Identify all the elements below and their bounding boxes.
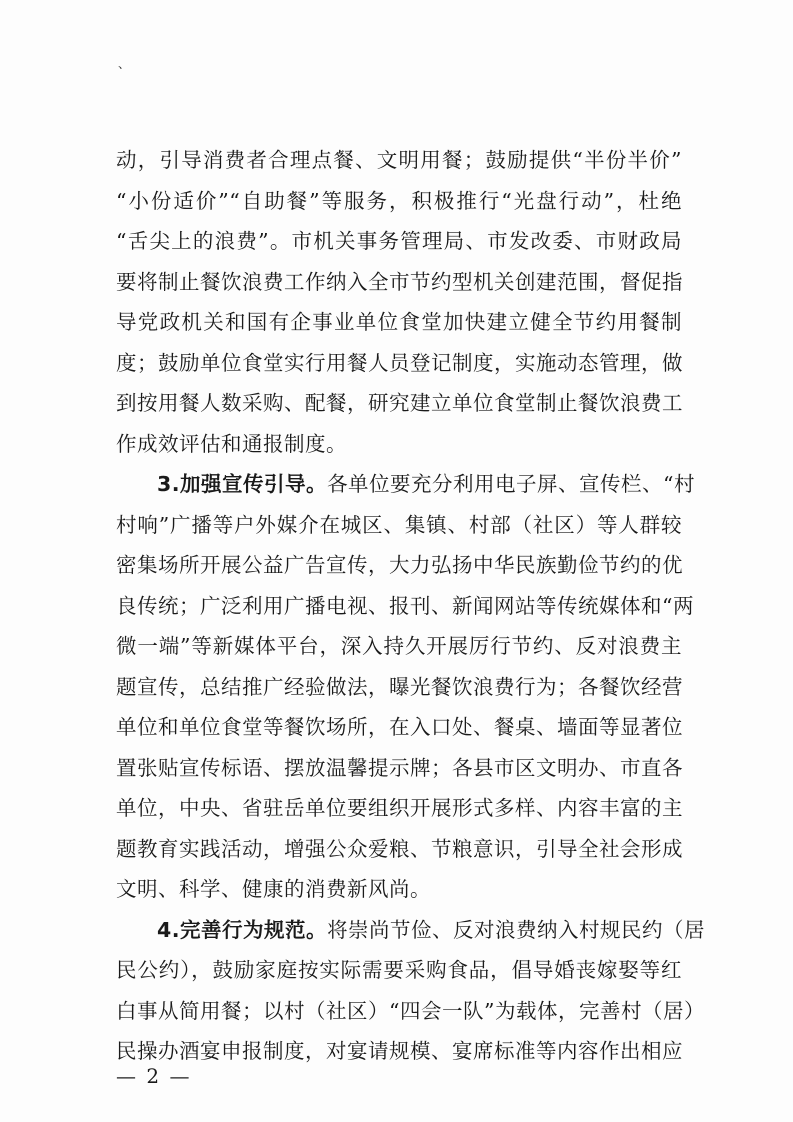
text-line: [116, 464, 696, 505]
text-line: 单位和单位食堂等餐饮场所，在入口处、餐桌、墙面等显著位: [116, 715, 683, 739]
text-line: 村响”广播等户外媒介在城区、集镇、村部（社区）等人群较: [116, 512, 682, 537]
text-line: “小份适价”“自助餐”等服务，积极推行“光盘行动”，杜绝: [116, 188, 682, 213]
text-line-content: 将崇尚节俭、反对浪费纳入村规民约（居: [327, 917, 706, 942]
section-heading: 3.加强宣传引导。: [157, 472, 328, 496]
paragraph-2: [116, 464, 696, 910]
text-line: 文明、科学、健康的消费新风尚。: [116, 877, 431, 901]
section-heading: 4.完善行为规范。: [157, 917, 328, 942]
text-line: 微一端”等新媒体平台，深入持久开展厉行节约、反对浪费主: [116, 634, 682, 658]
text-line: 良传统；广泛利用广播电视、报刊、新闻网站等传统媒体和“两: [116, 593, 694, 618]
text-line: 单位，中央、省驻岳单位要组织开展形式多样、内容丰富的主: [116, 796, 683, 820]
text-line: 题教育实践活动，增强公众爱粮、节粮意识，引导全社会形成: [116, 836, 683, 861]
body-text: [116, 140, 706, 1072]
page-number: — 2 —: [116, 1064, 192, 1088]
text-line: 动，引导消费者合理点餐、文明用餐；鼓励提供“半份半价”: [116, 148, 682, 172]
text-line: [116, 910, 706, 951]
text-line: 要将制止餐饮浪费工作纳入全市节约型机关创建范围，督促指: [116, 269, 683, 294]
text-line-content: 各单位要充分利用电子屏、宣传栏、“村: [327, 472, 696, 496]
paragraph-3: [116, 910, 706, 1072]
text-line: 民操办酒宴申报制度，对宴请规模、宴席标准等内容作出相应: [116, 1039, 683, 1063]
text-line: 导党政机关和国有企事业单位食堂加快建立健全节约用餐制: [116, 310, 682, 334]
text-line: 到按用餐人数采购、配餐，研究建立单位食堂制止餐饮浪费工: [116, 391, 683, 415]
text-line: 密集场所开展公益广告宣传，大力弘扬中华民族勤俭节约的优: [116, 553, 683, 577]
text-line: 度；鼓励单位食堂实行用餐人员登记制度，实施动态管理，做: [116, 350, 683, 375]
text-line: 作成效评估和通报制度。: [116, 431, 347, 456]
text-line: 白事从简用餐；以村（社区）“四会一队”为载体，完善村（居）: [116, 998, 705, 1023]
stray-mark: 、: [118, 57, 131, 71]
text-line: 民公约），鼓励家庭按实际需要采购食品，倡导婚丧嫁娶等红: [116, 958, 682, 982]
text-line: “舌尖上的浪费”。市机关事务管理局、市发改委、市财政局: [116, 229, 682, 253]
text-line: 题宣传，总结推广经验做法，曝光餐饮浪费行为；各餐饮经营: [116, 674, 683, 699]
text-line: 置张贴宣传标语、摆放温馨提示牌；各县市区文明办、市直各: [116, 755, 683, 780]
paragraph-1: [116, 140, 682, 464]
